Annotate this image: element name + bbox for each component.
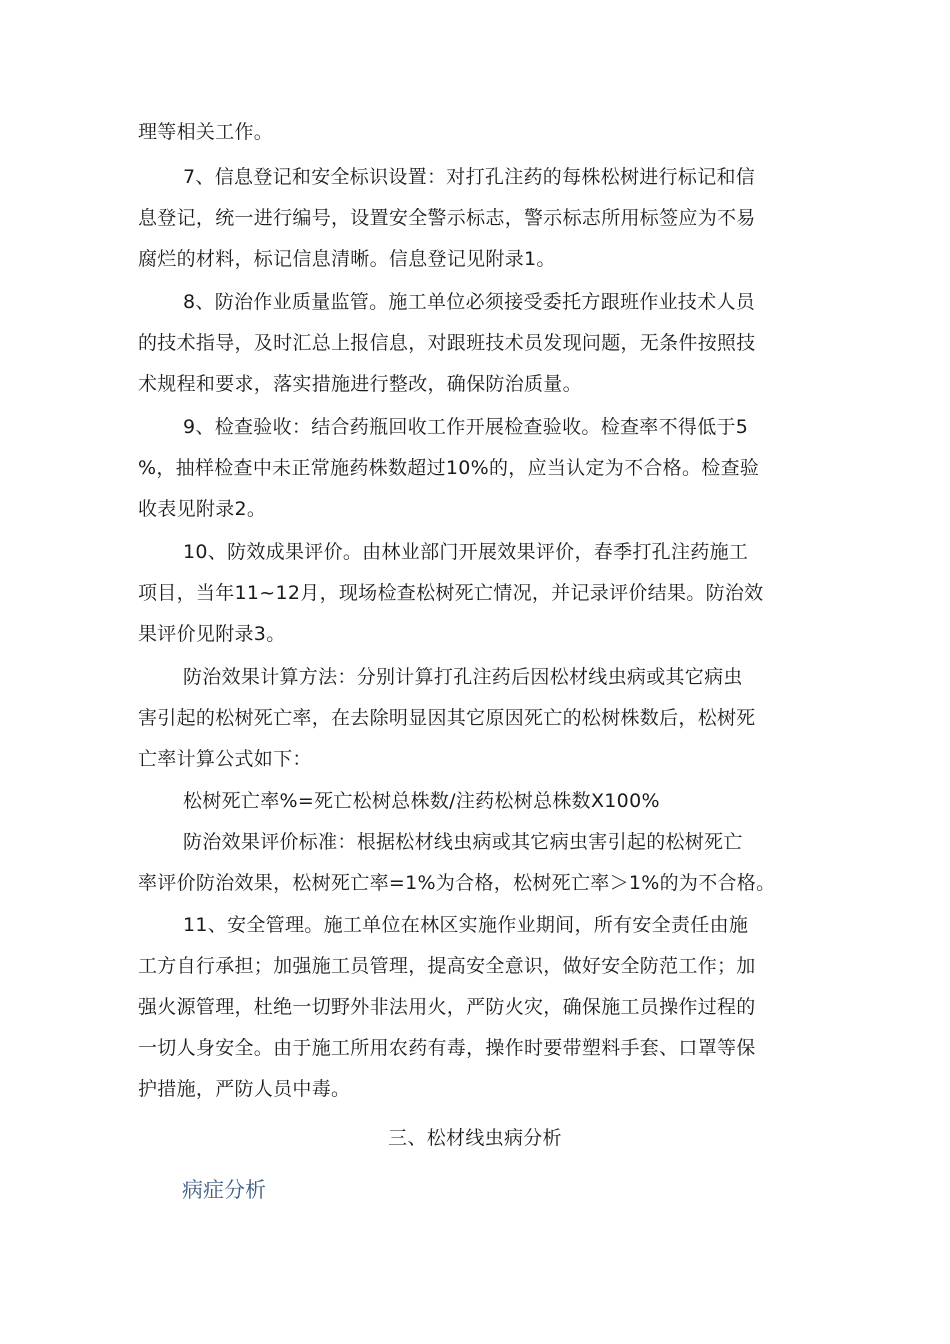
formula-line: 松树死亡率%=死亡松树总株数/注药松树总株数X100% [183,790,660,812]
text-line: 8、防治作业质量监管。施工单位必须接受委托方跟班作业技术人员 [183,291,756,313]
text-line: 项目，当年11~12月，现场检查松树死亡情况，并记录评价结果。防治效 [138,582,764,604]
text-line: 9、检查验收：结合药瓶回收工作开展检查验收。检查率不得低于5 [183,416,749,438]
text-line: 工方自行承担；加强施工员管理，提高安全意识，做好安全防范工作；加 [138,955,756,977]
text-line: 理等相关工作。 [138,121,274,143]
text-line: 11、安全管理。施工单位在林区实施作业期间，所有安全责任由施 [183,914,749,936]
text-line: 的技术指导，及时汇总上报信息，对跟班技术员发现问题，无条件按照技 [138,332,756,354]
text-line: %，抽样检查中未正常施药株数超过10%的，应当认定为不合格。检查验 [138,457,760,479]
subheading: 病症分析 [182,1178,266,1202]
text-line: 防治效果评价标准：根据松材线虫病或其它病虫害引起的松树死亡 [183,831,743,853]
text-line: 亡率计算公式如下： [138,748,312,770]
text-line: 一切人身安全。由于施工所用农药有毒，操作时要带塑料手套、口罩等保 [138,1037,756,1059]
text-line: 率评价防治效果，松树死亡率=1%为合格，松树死亡率＞1%的为不合格。 [138,872,776,894]
text-line: 10、防效成果评价。由林业部门开展效果评价，春季打孔注药施工 [183,541,749,563]
text-line: 术规程和要求，落实措施进行整改，确保防治质量。 [138,373,582,395]
text-line: 收表见附录2。 [138,498,267,520]
text-line: 腐烂的材料，标记信息清晰。信息登记见附录1。 [138,248,556,270]
text-line: 害引起的松树死亡率，在去除明显因其它原因死亡的松树株数后，松树死 [138,707,756,729]
text-line: 强火源管理，杜绝一切野外非法用火，严防火灾，确保施工员操作过程的 [138,996,756,1018]
section-title: 三、松材线虫病分析 [388,1127,562,1149]
text-line: 果评价见附录3。 [138,623,286,645]
text-line: 7、信息登记和安全标识设置：对打孔注药的每株松树进行标记和信 [183,166,756,188]
text-line: 防治效果计算方法：分别计算打孔注药后因松材线虫病或其它病虫 [183,666,743,688]
text-line: 护措施，严防人员中毒。 [138,1078,351,1100]
text-line: 息登记，统一进行编号，设置安全警示标志，警示标志所用标签应为不易 [138,207,756,229]
